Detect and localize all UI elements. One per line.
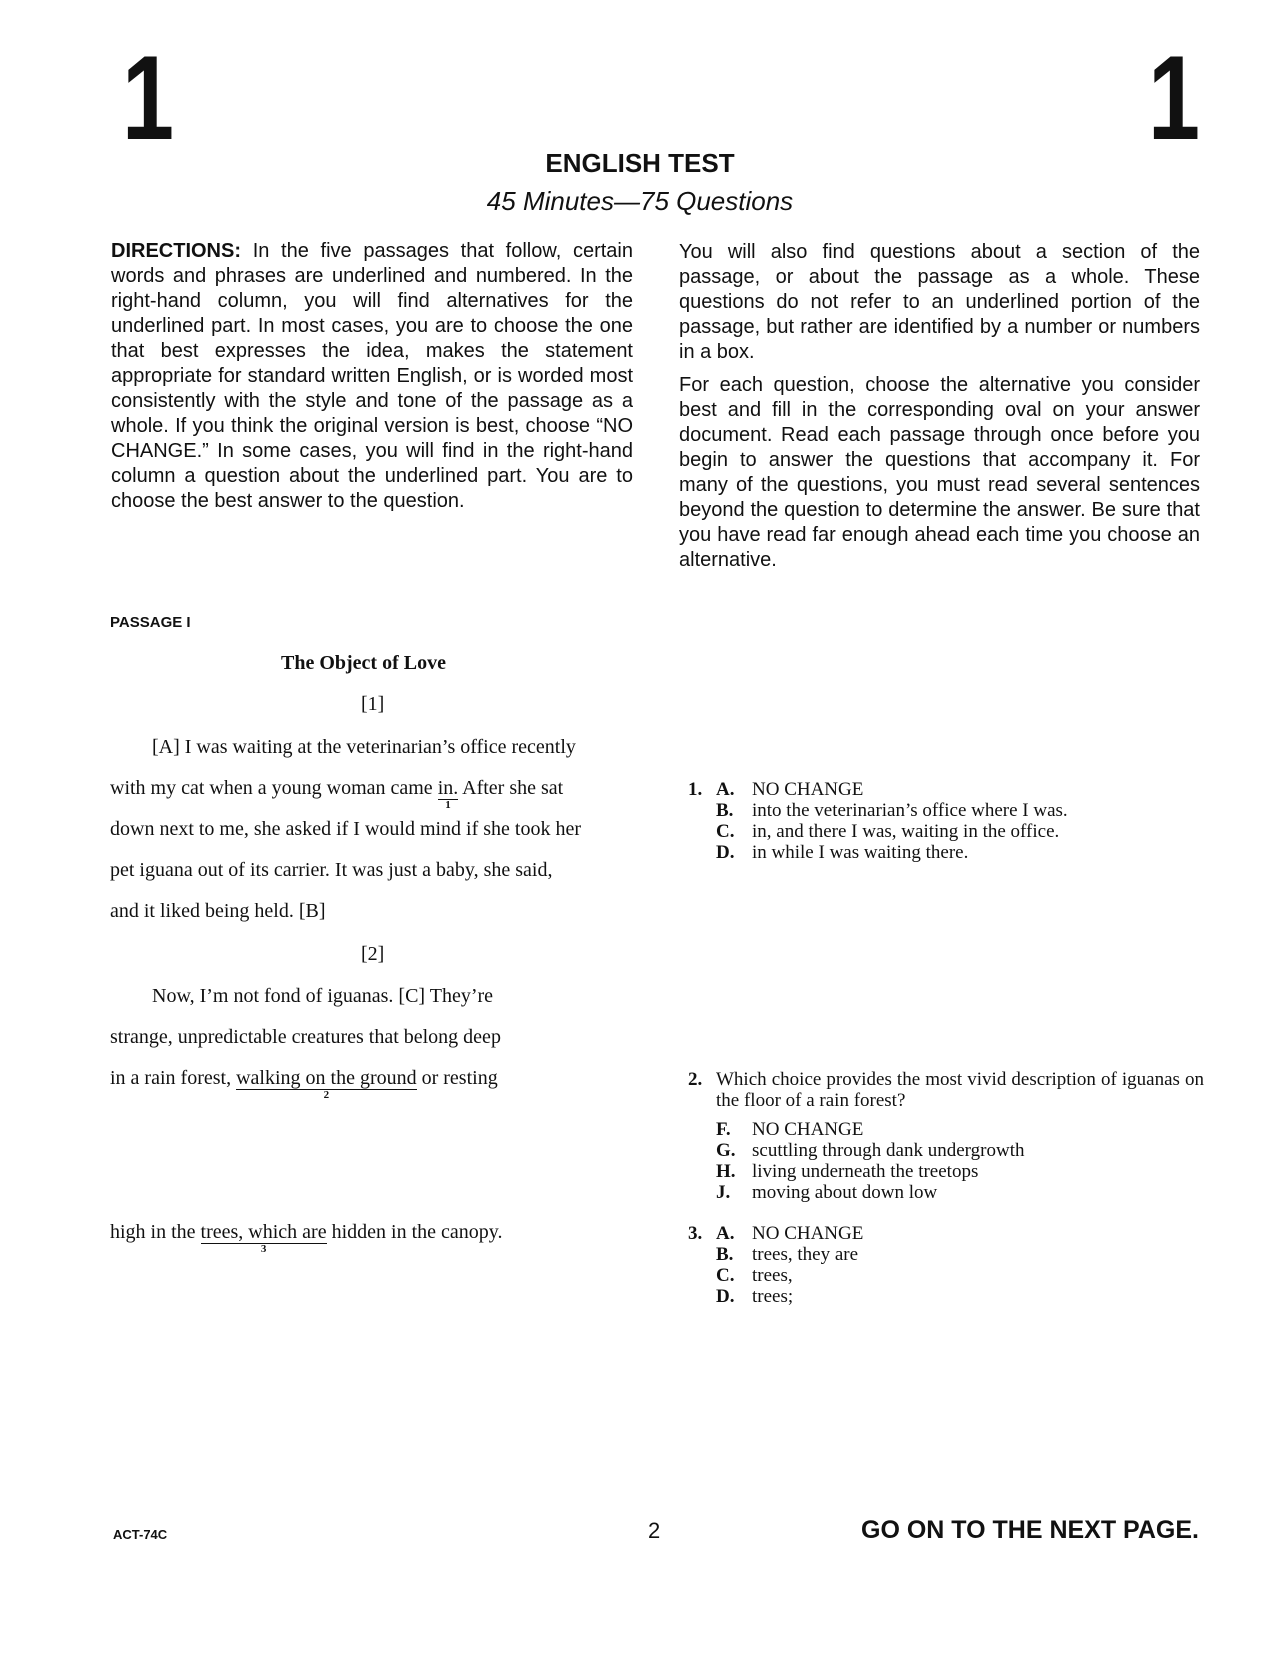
passage-line: down next to me, she asked if I would mind if she took her (110, 818, 582, 840)
option-text: moving about down low (752, 1182, 938, 1203)
option-letter: A. (716, 779, 735, 800)
option-text: living underneath the treetops (752, 1161, 979, 1182)
passage-line: and it liked being held. [B] (110, 900, 326, 922)
underline-number: 2 (323, 1089, 330, 1101)
option-text: into the veterinarian’s office where I was. (752, 800, 1068, 821)
passage-title: The Object of Love (281, 652, 446, 674)
option-text: trees; (752, 1286, 794, 1307)
test-title: ENGLISH TEST (545, 148, 735, 178)
question-number: 2. (688, 1069, 703, 1090)
option-letter: D. (716, 842, 735, 863)
option-letter: H. (716, 1161, 736, 1182)
underlined-phrase-3 (200, 1221, 327, 1255)
answer-option[interactable] (716, 1119, 1204, 1140)
passage-text: hidden in the canopy. (326, 1221, 503, 1243)
option-text: in, and there I was, waiting in the office. (752, 821, 1060, 842)
next-page-notice: GO ON TO THE NEXT PAGE. (861, 1516, 1200, 1544)
option-letter: C. (716, 1265, 735, 1286)
test-subtitle: 45 Minutes—75 Questions (486, 186, 794, 216)
directions-left (111, 239, 633, 514)
option-letter: F. (716, 1119, 731, 1140)
passage-text: or resting (416, 1067, 498, 1089)
passage-line (110, 1067, 498, 1101)
option-letter: A. (716, 1223, 735, 1244)
option-text: in while I was waiting there. (752, 842, 969, 863)
underlined-text: trees, which are (200, 1221, 327, 1243)
directions-right (679, 240, 1200, 581)
underline-number: 1 (445, 799, 451, 811)
option-letter: G. (716, 1140, 736, 1161)
option-letter: B. (716, 1244, 734, 1265)
option-text: NO CHANGE (752, 1223, 864, 1244)
option-text: NO CHANGE (752, 1119, 864, 1140)
underlined-text: walking on the ground (236, 1067, 417, 1089)
underlined-text: in. (437, 777, 459, 799)
passage-line: pet iguana out of its carrier. It was just a baby, she said, (110, 859, 553, 881)
page-number: 2 (648, 1518, 661, 1543)
passage-text: After she sat (458, 777, 564, 799)
section-number-left: 1 (122, 31, 175, 165)
passage-label: PASSAGE I (110, 614, 191, 631)
question-stem: Which choice provides the most vivid description of iguanas on the floor of a rain forest? (716, 1069, 1204, 1111)
option-letter: D. (716, 1286, 735, 1307)
passage-line (110, 777, 564, 811)
passage-text: high in the (110, 1221, 201, 1243)
section-number-right: 1 (1148, 31, 1201, 165)
question-body (716, 1069, 1204, 1203)
directions-label: DIRECTIONS: (111, 240, 241, 262)
paragraph-number-2: [2] (361, 943, 385, 965)
passage-line: [A] I was waiting at the veterinarian’s office recently (152, 736, 576, 758)
underline-number: 3 (260, 1243, 267, 1255)
answer-option[interactable] (716, 1161, 1204, 1182)
option-text: scuttling through dank undergrowth (752, 1140, 1025, 1161)
passage-text: with my cat when a young woman came (110, 777, 438, 799)
form-code: ACT-74C (113, 1527, 168, 1542)
passage-text: in a rain forest, (110, 1067, 237, 1089)
question-number: 1. (688, 779, 703, 800)
option-letter: B. (716, 800, 734, 821)
option-text: NO CHANGE (752, 779, 864, 800)
answer-option[interactable] (716, 1182, 1204, 1203)
passage-line: Now, I’m not fond of iguanas. [C] They’re (152, 985, 494, 1007)
directions-left-text: In the five passages that follow, certain words and phrases are underlined and numbered. In the right-hand column, you will find alternatives for the underlined part. In most cases, you are to choose the one that best expresses the idea, makes the statement appropriate for standard written English, or is worded most consistently with the style and tone of the passage as a whole. If you think the original version is best, choose “NO CHANGE.” In some cases, you will find in the right-hand column a question about the underlined part. You are to choose the best answer to the question. (111, 240, 633, 512)
answer-option[interactable] (716, 1140, 1204, 1161)
passage-line: strange, unpredictable creatures that belong deep (110, 1026, 501, 1048)
directions-right-para-2: For each question, choose the alternative you consider best and fill in the corresponding oval on your answer document. Read each passage through once before you begin to answer the questions that accompany it. For many of the questions, you must read several sentences beyond the question to determine the answer. Be sure that you have read far enough ahead each time you choose an alternative. (679, 374, 1200, 571)
question-number: 3. (688, 1223, 703, 1244)
underlined-phrase-1 (437, 777, 459, 811)
option-letter: C. (716, 821, 735, 842)
option-text: trees, they are (752, 1244, 859, 1265)
paragraph-number-1: [1] (361, 693, 385, 715)
option-letter: J. (716, 1182, 731, 1203)
option-text: trees, (752, 1265, 793, 1286)
directions-right-para-1: You will also find questions about a section of the passage, or about the passage as a whole. These questions do not refer to an underlined portion of the passage, but rather are identified by a number or numbers in a box. (679, 241, 1200, 363)
underlined-phrase-2 (236, 1067, 417, 1101)
passage-line (110, 1221, 503, 1255)
